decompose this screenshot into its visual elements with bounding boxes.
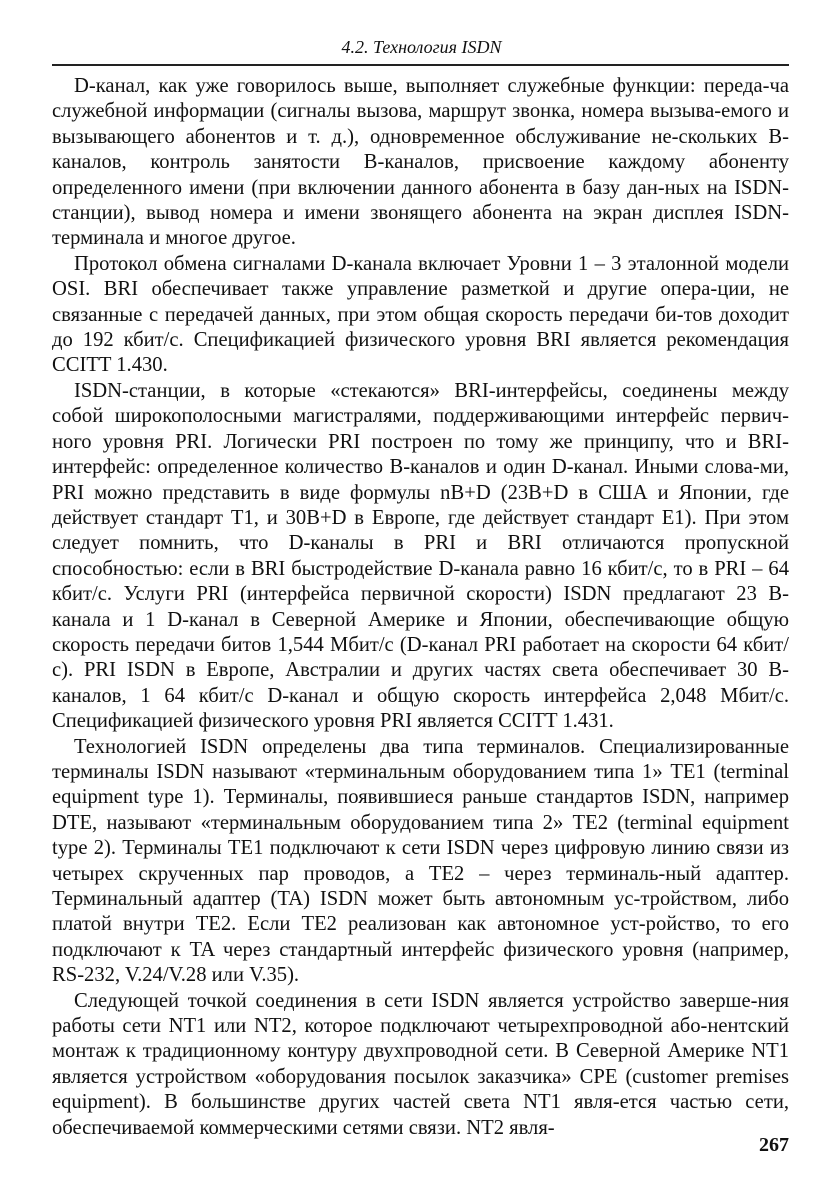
- page-number: 267: [759, 1134, 789, 1156]
- paragraph-nt: Следующей точкой соединения в сети ISDN является устройство заверше-ния работы сети NT1 или NT2, которое подключают четырехпроводной або-нентский монтаж к традиционному контуру двухпроводной сети. В Северной Америке NT1 является устройством «оборудования посылок заказчика» CPE (customer premises equipment). В большинстве других частей света NT1 явля-ется частью сети, обеспечиваемой коммерческими сетями связи. NT2 явля-: [52, 989, 789, 1139]
- body-text: [52, 74, 789, 1141]
- header-rule: [52, 64, 789, 66]
- running-header: 4.2. Технология ISDN: [341, 37, 502, 57]
- paragraph-d-channel: D-канал, как уже говорилось выше, выполняет служебные функции: переда-ча служебной информации (сигналы вызова, маршрут звонка, номера вызыва-емого и вызывающего абонентов и т. д.), одновременное обслуживание не-скольких В-каналов, контроль занятости В-каналов, присвоение каждому абоненту определенного имени (при включении данного абонента в базу дан-ных на ISDN-станции), вывод номера и имени звонящего абонента на экран дисплея ISDN-терминала и многое другое.: [52, 75, 789, 250]
- paragraph-protocol: Протокол обмена сигналами D-канала включает Уровни 1 – 3 эталонной модели OSI. BRI обеспечивает также управление разметкой и другие опера-ции, не связанные с передачей данных, при этом общая скорость передачи би-тов доходит до 192 кбит/с. Спецификацией физического уровня BRI является рекомендация CCITT 1.430.: [52, 252, 789, 377]
- paragraph-pri: ISDN-станции, в которые «стекаются» BRI-интерфейсы, соединены между собой широкополосными магистралями, поддерживающими интерфейс первич-ного уровня PRI. Логически PRI построен по тому же принципу, что и BRI-интерфейс: определенное количество B-каналов и один D-канал. Иными слова-ми, PRI можно представить в виде формулы nB+D (23B+D в США и Японии, где действует стандарт T1, и 30B+D в Европе, где действует стандарт E1). При этом следует помнить, что D-каналы в PRI и BRI отличаются пропускной способностью: если в BRI быстродействие D-канала равно 16 кбит/с, то в PRI – 64 кбит/с. Услуги PRI (интерфейса первичной скорости) ISDN предлагают 23 B-канала и 1 D-канал в Северной Америке и Японии, обеспечивающие общую скорость передачи битов 1,544 Мбит/с (D-канал PRI работает на скорости 64 кбит/с). PRI ISDN в Европе, Австралии и других частях света обеспечивает 30 B-каналов, 1 64 кбит/с D-канал и общую скорость интерфейса 2,048 Мбит/с. Спецификацией физического уровня PRI является CCITT 1.431.: [52, 379, 789, 733]
- paragraph-terminals: Технологией ISDN определены два типа терминалов. Специализированные терминалы ISDN называют «терминальным оборудованием типа 1» TE1 (terminal equipment type 1). Терминалы, появившиеся раньше стандартов ISDN, например DTE, называют «терминальным оборудованием типа 2» TE2 (terminal equipment type 2). Терминалы TE1 подключают к сети ISDN через цифровую линию связи из четырех скрученных пар проводов, а TE2 – через терминаль-ный адаптер. Терминальный адаптер (TA) ISDN может быть автономным ус-тройством, либо платой внутри TE2. Если TE2 реализован как автономное уст-ройство, то его подключают к TA через стандартный интерфейс физического уровня (например, RS-232, V.24/V.28 или V.35).: [52, 735, 789, 987]
